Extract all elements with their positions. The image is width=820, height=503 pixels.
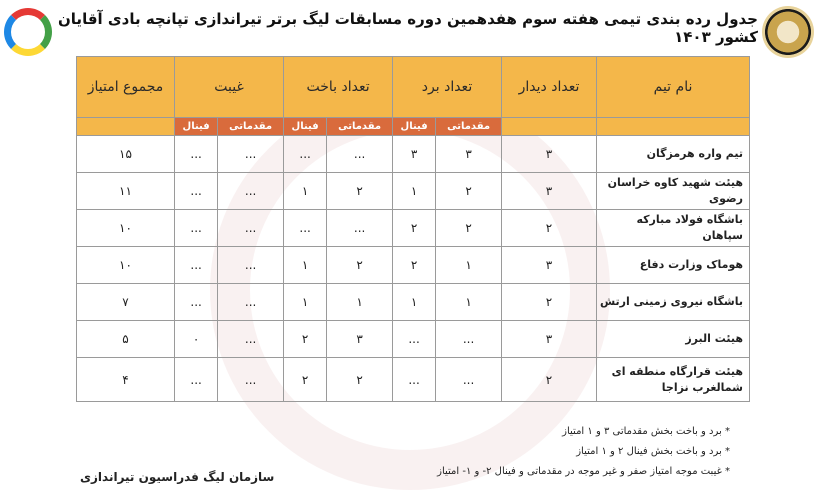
subheader-final: فینال (175, 118, 218, 136)
subheader-prelim: مقدماتی (327, 118, 393, 136)
table-row (77, 173, 750, 210)
total-cell: ۱۰ (77, 210, 175, 247)
total-cell: ۴ (77, 358, 175, 402)
total-cell: ۱۵ (77, 136, 175, 173)
loss-final-cell: ۲ (284, 358, 327, 402)
played-cell: ۲ (502, 284, 597, 321)
win-final-cell: ۱ (393, 173, 436, 210)
win-final-cell: ... (393, 321, 436, 358)
note-line: * برد و باخت بخش فینال ۲ و ۱ امتیاز (576, 446, 730, 457)
standings-table (76, 56, 750, 402)
played-cell: ۳ (502, 173, 597, 210)
abs-final-cell: ... (175, 136, 218, 173)
abs-prelim-cell: ... (218, 284, 284, 321)
abs-final-cell: ... (175, 358, 218, 402)
win-final-cell: ۲ (393, 247, 436, 284)
note-line: * غیبت موجه امتیاز صفر و غیر موجه در مقدماتی و فینال ۲- و ۱- امتیاز (437, 466, 730, 477)
played-cell: ۳ (502, 321, 597, 358)
win-final-cell: ۱ (393, 284, 436, 321)
team-name: باشگاه نیروی زمینی ارتش (597, 284, 750, 321)
header-played: تعداد دیدار (502, 57, 597, 118)
abs-final-cell: ... (175, 173, 218, 210)
loss-final-cell: ۲ (284, 321, 327, 358)
win-prelim-cell: ۱ (436, 284, 502, 321)
played-cell: ۳ (502, 136, 597, 173)
played-cell: ۲ (502, 358, 597, 402)
subheader-blank (502, 118, 597, 136)
team-name: هیئت شهید کاوه خراسان رضوی (597, 173, 750, 210)
win-prelim-cell: ۳ (436, 136, 502, 173)
header-losses: تعداد باخت (284, 57, 393, 118)
played-cell: ۲ (502, 210, 597, 247)
team-name: تیم واره هرمزگان (597, 136, 750, 173)
loss-prelim-cell: ... (327, 210, 393, 247)
table-row (77, 321, 750, 358)
total-cell: ۵ (77, 321, 175, 358)
table-header-row (77, 57, 750, 118)
abs-final-cell: ... (175, 210, 218, 247)
win-prelim-cell: ۱ (436, 247, 502, 284)
subheader-prelim: مقدماتی (436, 118, 502, 136)
footer-organization: سازمان لیگ فدراسیون تیراندازی (80, 470, 275, 484)
abs-prelim-cell: ... (218, 358, 284, 402)
abs-final-cell: ... (175, 247, 218, 284)
team-name: هیئت قرارگاه منطقه ای شمالغرب نزاجا (597, 358, 750, 402)
scoring-notes (437, 422, 730, 482)
team-name: هوماک وزارت دفاع (597, 247, 750, 284)
subheader-blank (77, 118, 175, 136)
abs-prelim-cell: ... (218, 321, 284, 358)
subheader-blank (597, 118, 750, 136)
win-final-cell: ۲ (393, 210, 436, 247)
header-wins: تعداد برد (393, 57, 502, 118)
abs-prelim-cell: ... (218, 173, 284, 210)
table-row (77, 358, 750, 402)
header-total: مجموع امتیاز (77, 57, 175, 118)
header-team: نام تیم (597, 57, 750, 118)
loss-final-cell: ۱ (284, 247, 327, 284)
loss-prelim-cell: ۲ (327, 358, 393, 402)
win-final-cell: ۳ (393, 136, 436, 173)
table-row (77, 284, 750, 321)
win-prelim-cell: ... (436, 358, 502, 402)
loss-final-cell: ... (284, 210, 327, 247)
loss-final-cell: ... (284, 136, 327, 173)
win-prelim-cell: ... (436, 321, 502, 358)
win-final-cell: ... (393, 358, 436, 402)
shooting-federation-logo-icon (4, 8, 62, 58)
total-cell: ۷ (77, 284, 175, 321)
loss-final-cell: ۱ (284, 284, 327, 321)
subheader-prelim: مقدماتی (218, 118, 284, 136)
team-name: هیئت البرز (597, 321, 750, 358)
table-row (77, 247, 750, 284)
abs-prelim-cell: ... (218, 247, 284, 284)
league-emblem-icon (762, 6, 814, 58)
abs-prelim-cell: ... (218, 210, 284, 247)
subheader-final: فینال (393, 118, 436, 136)
subheader-final: فینال (284, 118, 327, 136)
total-cell: ۱۱ (77, 173, 175, 210)
loss-prelim-cell: ۳ (327, 321, 393, 358)
abs-prelim-cell: ... (218, 136, 284, 173)
table-subheader-row (77, 118, 750, 136)
total-cell: ۱۰ (77, 247, 175, 284)
header-absence: غیبت (175, 57, 284, 118)
win-prelim-cell: ۲ (436, 210, 502, 247)
loss-final-cell: ۱ (284, 173, 327, 210)
team-name: باشگاه فولاد مبارکه سپاهان (597, 210, 750, 247)
loss-prelim-cell: ۲ (327, 247, 393, 284)
loss-prelim-cell: ۲ (327, 173, 393, 210)
abs-final-cell: ۰ (175, 321, 218, 358)
table-row (77, 136, 750, 173)
win-prelim-cell: ۲ (436, 173, 502, 210)
loss-prelim-cell: ۱ (327, 284, 393, 321)
loss-prelim-cell: ... (327, 136, 393, 173)
abs-final-cell: ... (175, 284, 218, 321)
note-line: * برد و باخت بخش مقدماتی ۳ و ۱ امتیاز (562, 426, 730, 437)
page-title: جدول رده بندی تیمی هفته سوم هفدهمین دوره مسابقات لیگ برتر تیراندازی تپانچه بادی آقایان کشور ۱۴۰۳ (58, 10, 758, 46)
played-cell: ۳ (502, 247, 597, 284)
table-row (77, 210, 750, 247)
